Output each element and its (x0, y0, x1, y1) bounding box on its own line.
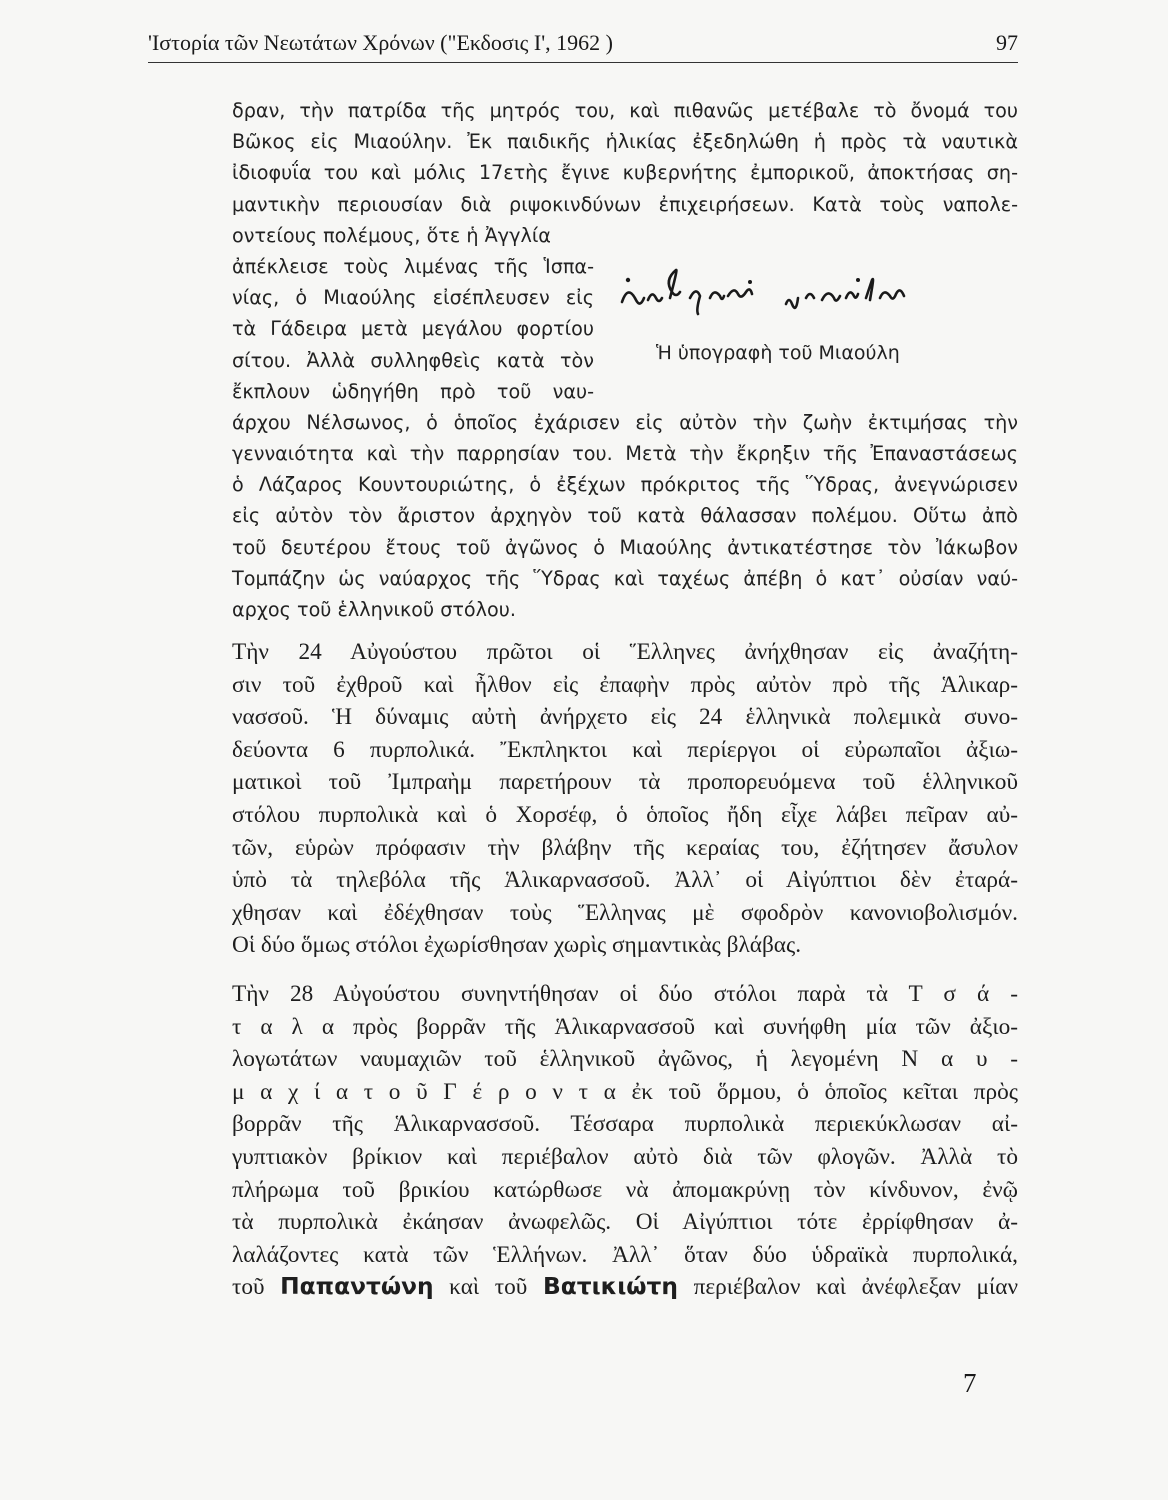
text-line: γενναιότητα καὶ τὴν παρρησίαν του. Μετὰ τὴν ἔκρηξιν τῆς Ἐπαναστάσεως (232, 442, 1018, 466)
text-line: Τὴν 24 Αὐγούστου πρῶτοι οἱ Ἕλληνες ἀνήχθησαν εἰς ἀναζήτη- (232, 639, 1018, 665)
text-line: αρχος τοῦ ἑλληνικοῦ στόλου. (232, 598, 516, 621)
bold-name-papantonis: Παπαντώνη (280, 1273, 434, 1301)
text-line: ὑπὸ τὰ τηλεβόλα τῆς Ἁλικαρνασσοῦ. Ἀλλ᾽ οἱ Αἰγύπτιοι δὲν ἐταρά- (232, 867, 1018, 894)
text-line: Οἱ δύο ὅμως στόλοι ἐχωρίσθησαν χωρὶς σημαντικὰς βλάβας. (232, 932, 802, 959)
text-segment: τοῦ (232, 1274, 281, 1301)
text-line: χθησαν καὶ ἐδέχθησαν τοὺς Ἕλληνας μὲ σφοδρὸν κανονιοβολισμόν. (232, 899, 1018, 926)
running-header (148, 28, 1018, 63)
text-line: δεύοντα 6 πυρπολικά. Ἔκπληκτοι καὶ περίεργοι οἱ εὐρωπαῖοι ἀξιω- (232, 736, 1018, 763)
text-line-with-names (232, 1271, 1018, 1304)
text-line: εἰς αὐτὸν τὸν ἄριστον ἀρχηγὸν τοῦ κατὰ θάλασσαν πολέμου. Οὕτω ἀπὸ (232, 504, 1018, 528)
text-line: τῶν, εὑρὼν πρόφασιν τὴν βλάβην τῆς κεραίας του, ἐζήτησεν ἄσυλον (232, 834, 1018, 861)
text-line: τοῦ δευτέρου ἔτους τοῦ ἀγῶνος ὁ Μιαούλης ἀντικατέστησε τὸν Ἰάκωβον (232, 535, 1018, 559)
paragraph-3 (232, 978, 1018, 1304)
text-line: λαλάζοντες κατὰ τῶν Ἑλλήνων. Ἀλλ᾽ ὅταν δύο ὑδραϊκὰ πυρπολικά, (232, 1241, 1018, 1268)
text-segment: καὶ τοῦ (433, 1274, 543, 1301)
text-line: ἰδιοφυΐα του καὶ μόλις 17ετὴς ἔγινε κυβερνήτης ἐμπορικοῦ, ἀποκτήσας ση- (232, 161, 1018, 185)
text-line: Τὴν 28 Αὐγούστου συνηντήθησαν οἱ δύο στόλοι παρὰ τὰ Τ σ ά - (232, 980, 1018, 1007)
handwritten-signature (610, 250, 1010, 330)
text-line: μ α χ ί α τ ο ῦ Γ έ ρ ο ν τ α ἐκ τοῦ ὅρμου, ὁ ὁποῖος κεῖται πρὸς (232, 1078, 1018, 1105)
text-line: νίας, ὁ Μιαούλης εἰσέπλευσεν εἰς (232, 286, 594, 310)
text-line: ματικοὶ τοῦ Ἰμπραὴμ παρετήρουν τὰ προπορευόμενα τοῦ ἑλληνικοῦ (232, 769, 1018, 796)
text-line: σίτου. Ἀλλὰ συλληφθεὶς κατὰ τὸν (232, 348, 594, 372)
paragraph-2 (232, 636, 1018, 962)
text-line: λογωτάτων ναυμαχιῶν τοῦ ἑλληνικοῦ ἀγῶνος, ἡ λεγομένη Ν α υ - (232, 1046, 1018, 1073)
text-line: νασσοῦ. Ἡ δύναμις αὐτὴ ἀνήρχετο εἰς 24 ἑλληνικὰ πολεμικὰ συνο- (232, 704, 1018, 731)
text-line: γυπτιακὸν βρίκιον καὶ περιέβαλον αὐτὸ διὰ τῶν φλογῶν. Ἀλλὰ τὸ (232, 1143, 1018, 1170)
text-line: οντείους πολέμους, ὅτε ἡ Ἀγγλία (232, 223, 551, 247)
bold-name-vatikiotis: Βατικιώτη (542, 1273, 678, 1301)
text-line: στόλου πυρπολικὰ καὶ ὁ Χορσέφ, ὁ ὁποῖος ἤδη εἶχε λάβει πεῖραν αὐ- (232, 801, 1018, 828)
text-segment: περιέβαλον καὶ ἀνέφλεξαν μίαν (677, 1274, 1019, 1301)
text-line: τ α λ α πρὸς βορρᾶν τῆς Ἁλικαρνασσοῦ καὶ συνήφθη μία τῶν ἀξιο- (232, 1013, 1018, 1040)
text-line: σιν τοῦ ἐχθροῦ καὶ ἦλθον εἰς ἐπαφὴν πρὸς αὐτὸν πρὸ τῆς Ἁλικαρ- (232, 671, 1018, 698)
signature-caption: Ἡ ὑπογραφὴ τοῦ Μιαούλη (656, 342, 900, 364)
text-line: δραν, τὴν πατρίδα τῆς μητρός του, καὶ πιθανῶς μετέβαλε τὸ ὄνομά του (232, 99, 1018, 122)
text-line: τὰ Γάδειρα μετὰ μεγάλου φορτίου (232, 317, 594, 341)
text-line: ὁ Λάζαρος Κουντουριώτης, ὁ ἐξέχων πρόκριτος τῆς Ὕδρας, ἀνεγνώρισεν (232, 473, 1018, 497)
footer-page-number: 7 (963, 1368, 977, 1398)
text-line: τὰ πυρπολικὰ ἐκάησαν ἀνωφελῶς. Οἱ Αἰγύπτιοι τότε ἐρρίφθησαν ἀ- (232, 1209, 1018, 1236)
text-line: Τομπάζην ὡς ναύαρχος τῆς Ὕδρας καὶ ταχέως ἀπέβη ὁ κατ᾽ οὐσίαν ναύ- (232, 566, 1018, 590)
text-line: μαντικὴν περιουσίαν διὰ ριψοκινδύνων ἐπιχειρήσεων. Κατὰ τοὺς ναπολε- (232, 192, 1018, 216)
text-line: ἀπέκλεισε τοὺς λιμένας τῆς Ἱσπα- (232, 254, 594, 278)
text-line: πλήρωμα τοῦ βρικίου κατώρθωσε νὰ ἀπομακρύνῃ τὸν κίνδυνον, ἐνῷ (232, 1176, 1018, 1203)
header-page-number: 97 (996, 30, 1018, 55)
header-title: 'Ιστορία τῶν Νεωτάτων Χρόνων ("Εκδοσις Ι', 1962 ) (148, 30, 613, 55)
text-line: άρχου Νέλσωνος, ὁ ὁποῖος ἐχάρισεν εἰς αὐτὸν τὴν ζωὴν ἐκτιμήσας τὴν (232, 410, 1018, 434)
main-text (232, 636, 1018, 1304)
text-line: Βῶκος εἰς Μιαούλην. Ἐκ παιδικῆς ἡλικίας ἐξεδηλώθη ἡ πρὸς τὰ ναυτικὰ (232, 130, 1018, 154)
text-line: ἔκπλουν ὡδηγήθη πρὸ τοῦ ναυ- (232, 379, 594, 403)
text-line: βορρᾶν τῆς Ἁλικαρνασσοῦ. Τέσσαρα πυρπολικὰ περιεκύκλωσαν αἰ- (232, 1111, 1018, 1138)
